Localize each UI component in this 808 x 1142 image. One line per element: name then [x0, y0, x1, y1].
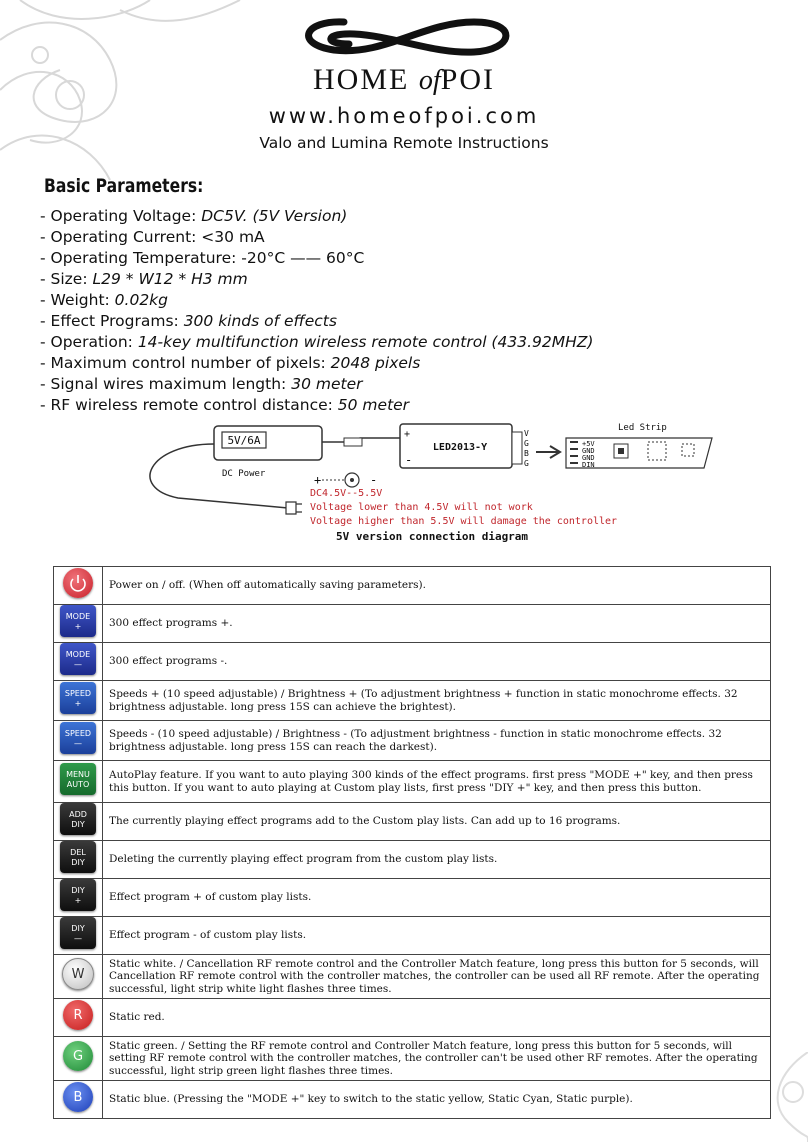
parameter-item [40, 227, 800, 248]
key-row [54, 803, 771, 841]
website-url: www.homeofpoi.com [268, 104, 540, 128]
svg-text:GND: GND [582, 454, 595, 462]
mode-plus-icon [60, 605, 96, 637]
key-row [54, 681, 771, 721]
key-label-top: MODE [65, 650, 91, 659]
parameter-item [40, 332, 800, 353]
key-icon-cell [54, 1081, 103, 1119]
key-label-bottom: + [74, 896, 82, 905]
parameter-value: 30 meter [291, 375, 363, 393]
green-g-icon [63, 1041, 93, 1071]
key-description: Static green. / Setting the RF remote control and Controller Match feature, long press this button for 5 seconds, will setting RF remote control with the controller matches, the controller can't be used other RF remotes. After the operating successful, light strip green light flashes three times. [103, 1037, 771, 1081]
white-w-icon [62, 958, 94, 990]
diy-minus-icon [60, 917, 96, 949]
speed-minus-icon [60, 722, 96, 754]
key-icon-cell [54, 879, 103, 917]
parameter-value: 0.02kg [114, 291, 168, 309]
connection-diagram [138, 418, 718, 550]
key-description: Effect program + of custom play lists. [103, 879, 771, 917]
key-description: The currently playing effect programs add to the Custom play lists. Can add up to 16 programs. [103, 803, 771, 841]
svg-text:-: - [370, 473, 378, 487]
key-description: Deleting the currently playing effect program from the custom play lists. [103, 841, 771, 879]
parameter-item [40, 353, 800, 374]
key-label-top: G [72, 1049, 84, 1064]
key-label-top: MENU [66, 770, 90, 779]
key-row [54, 1037, 771, 1081]
key-icon-cell [54, 955, 103, 999]
key-icon-cell [54, 761, 103, 803]
parameter-label: - Signal wires maximum length: [40, 375, 292, 393]
parameter-item [40, 269, 800, 290]
key-description: Speeds - (10 speed adjustable) / Brightness - (To adjustment brightness - function in static monochrome effects. 32 brightness adjustable. long press 15S can reach the darkest). [103, 721, 771, 761]
parameter-value: 14-key multifunction wireless remote control (433.92MHZ) [137, 333, 594, 351]
del-diy-icon [60, 841, 96, 873]
key-label-bottom: + [74, 622, 82, 631]
menu-auto-icon [60, 763, 96, 795]
key-row [54, 1081, 771, 1119]
parameter-item [40, 290, 800, 311]
key-row [54, 567, 771, 605]
key-label-bottom: — [74, 739, 82, 748]
logo-mark-icon [274, 14, 534, 58]
key-icon-cell [54, 605, 103, 643]
parameter-label: - Operating Temperature: -20°C —— 60°C [40, 249, 365, 267]
led-strip-label: Led Strip [618, 423, 667, 433]
key-row [54, 955, 771, 999]
speed-plus-icon [60, 682, 96, 714]
parameter-item [40, 395, 800, 416]
key-label-bottom: — [74, 660, 82, 669]
svg-text:GND: GND [582, 447, 595, 455]
add-diy-icon [60, 803, 96, 835]
svg-text:DIN: DIN [582, 461, 595, 469]
parameter-item [40, 374, 800, 395]
key-description: Static blue. (Pressing the "MODE +" key to switch to the static yellow, Static Cyan, Static purple). [103, 1081, 771, 1119]
key-row [54, 605, 771, 643]
key-label-top: R [73, 1008, 83, 1023]
power-icon [63, 568, 93, 598]
key-label-top: SPEED [64, 689, 92, 698]
voltage-range-note: DC4.5V--5.5V [310, 488, 383, 499]
key-row [54, 999, 771, 1037]
parameter-label: - Weight: [40, 291, 115, 309]
controller-label: LED2013-Y [432, 442, 488, 453]
parameter-label: - Operating Current: <30 mA [40, 228, 265, 246]
key-description: Static white. / Cancellation RF remote control and the Controller Match feature, long press this button for 5 seconds, will Cancellation RF remote control with the controller matches, the controller can be used all RF remote. After the operating successful, light strip white light flashes three times. [103, 955, 771, 999]
key-icon-cell [54, 567, 103, 605]
arrow-right-icon [536, 446, 560, 458]
adapter-label: 5V/6A [227, 434, 261, 447]
parameter-label: - Effect Programs: [40, 312, 184, 330]
key-label-top: DIY [71, 924, 85, 933]
key-icon-cell [54, 803, 103, 841]
key-description: Speeds + (10 speed adjustable) / Brightness + (To adjustment brightness + function in static monochrome effects. 32 brightness adjustable. long press 15S can achieve the brightest). [103, 681, 771, 721]
key-label-top: ADD [69, 810, 87, 819]
document-subtitle: Valo and Lumina Remote Instructions [259, 134, 549, 152]
key-icon-cell [54, 643, 103, 681]
key-description: AutoPlay feature. If you want to auto playing 300 kinds of the effect programs. first press "MODE +" key, and then press this button. If you want to auto playing at Custom play lists, first press "DIY +" key, and then press this button. [103, 761, 771, 803]
key-label-bottom: DIY [71, 820, 85, 829]
key-row [54, 761, 771, 803]
key-description: 300 effect programs -. [103, 643, 771, 681]
svg-text:B: B [524, 449, 529, 458]
key-label-top: DIY [71, 886, 85, 895]
key-icon-cell [54, 1037, 103, 1081]
parameter-value: L29 * W12 * H3 mm [92, 270, 248, 288]
remote-keys-table [53, 566, 771, 1119]
parameter-label: - Operating Voltage: [40, 207, 202, 225]
parameter-value: 2048 pixels [330, 354, 421, 372]
brand-name: HOME ofPOI [313, 63, 495, 96]
key-label-top: W [71, 967, 85, 982]
parameter-label: - RF wireless remote control distance: [40, 396, 338, 414]
parameter-value: 300 kinds of effects [183, 312, 337, 330]
key-row [54, 841, 771, 879]
key-description: Power on / off. (When off automatically saving parameters). [103, 567, 771, 605]
diy-plus-icon [60, 879, 96, 911]
parameter-value: 50 meter [337, 396, 410, 414]
key-row [54, 643, 771, 681]
parameter-label: - Maximum control number of pixels: [40, 354, 331, 372]
key-row [54, 721, 771, 761]
diagram-caption: 5V version connection diagram [336, 530, 529, 543]
key-label-bottom: AUTO [66, 780, 90, 789]
parameters-list [40, 206, 800, 416]
voltage-high-note: Voltage higher than 5.5V will damage the controller [310, 516, 618, 527]
svg-text:G: G [524, 439, 529, 448]
red-r-icon [63, 1000, 93, 1030]
key-icon-cell [54, 999, 103, 1037]
parameter-label: - Size: [40, 270, 93, 288]
svg-text:+5V: +5V [582, 440, 595, 448]
key-icon-cell [54, 681, 103, 721]
svg-text:+: + [314, 473, 322, 487]
logo [0, 14, 808, 58]
key-label-bottom: + [74, 699, 82, 708]
key-label-top: DEL [70, 848, 86, 857]
key-label-top: B [73, 1090, 83, 1105]
key-description: 300 effect programs +. [103, 605, 771, 643]
key-label-bottom: DIY [71, 858, 85, 867]
svg-text:+: + [404, 429, 411, 440]
svg-text:-: - [405, 453, 413, 467]
parameter-item [40, 206, 800, 227]
dc-power-label: DC Power [222, 469, 266, 479]
key-description: Effect program - of custom play lists. [103, 917, 771, 955]
key-label-bottom: — [74, 934, 82, 943]
blue-b-icon [63, 1082, 93, 1112]
key-row [54, 917, 771, 955]
key-row [54, 879, 771, 917]
section-title: Basic Parameters: [44, 175, 204, 197]
key-description: Static red. [103, 999, 771, 1037]
svg-text:G: G [524, 459, 529, 468]
key-label-top: MODE [65, 612, 91, 621]
parameter-label: - Operation: [40, 333, 138, 351]
key-icon-cell [54, 721, 103, 761]
key-icon-cell [54, 917, 103, 955]
parameter-item [40, 311, 800, 332]
key-label-top: SPEED [64, 729, 92, 738]
parameter-value: DC5V. (5V Version) [201, 207, 348, 225]
svg-text:V: V [524, 429, 529, 438]
parameter-item [40, 248, 800, 269]
key-icon-cell [54, 841, 103, 879]
mode-minus-icon [60, 643, 96, 675]
voltage-low-note: Voltage lower than 4.5V will not work [310, 502, 533, 513]
